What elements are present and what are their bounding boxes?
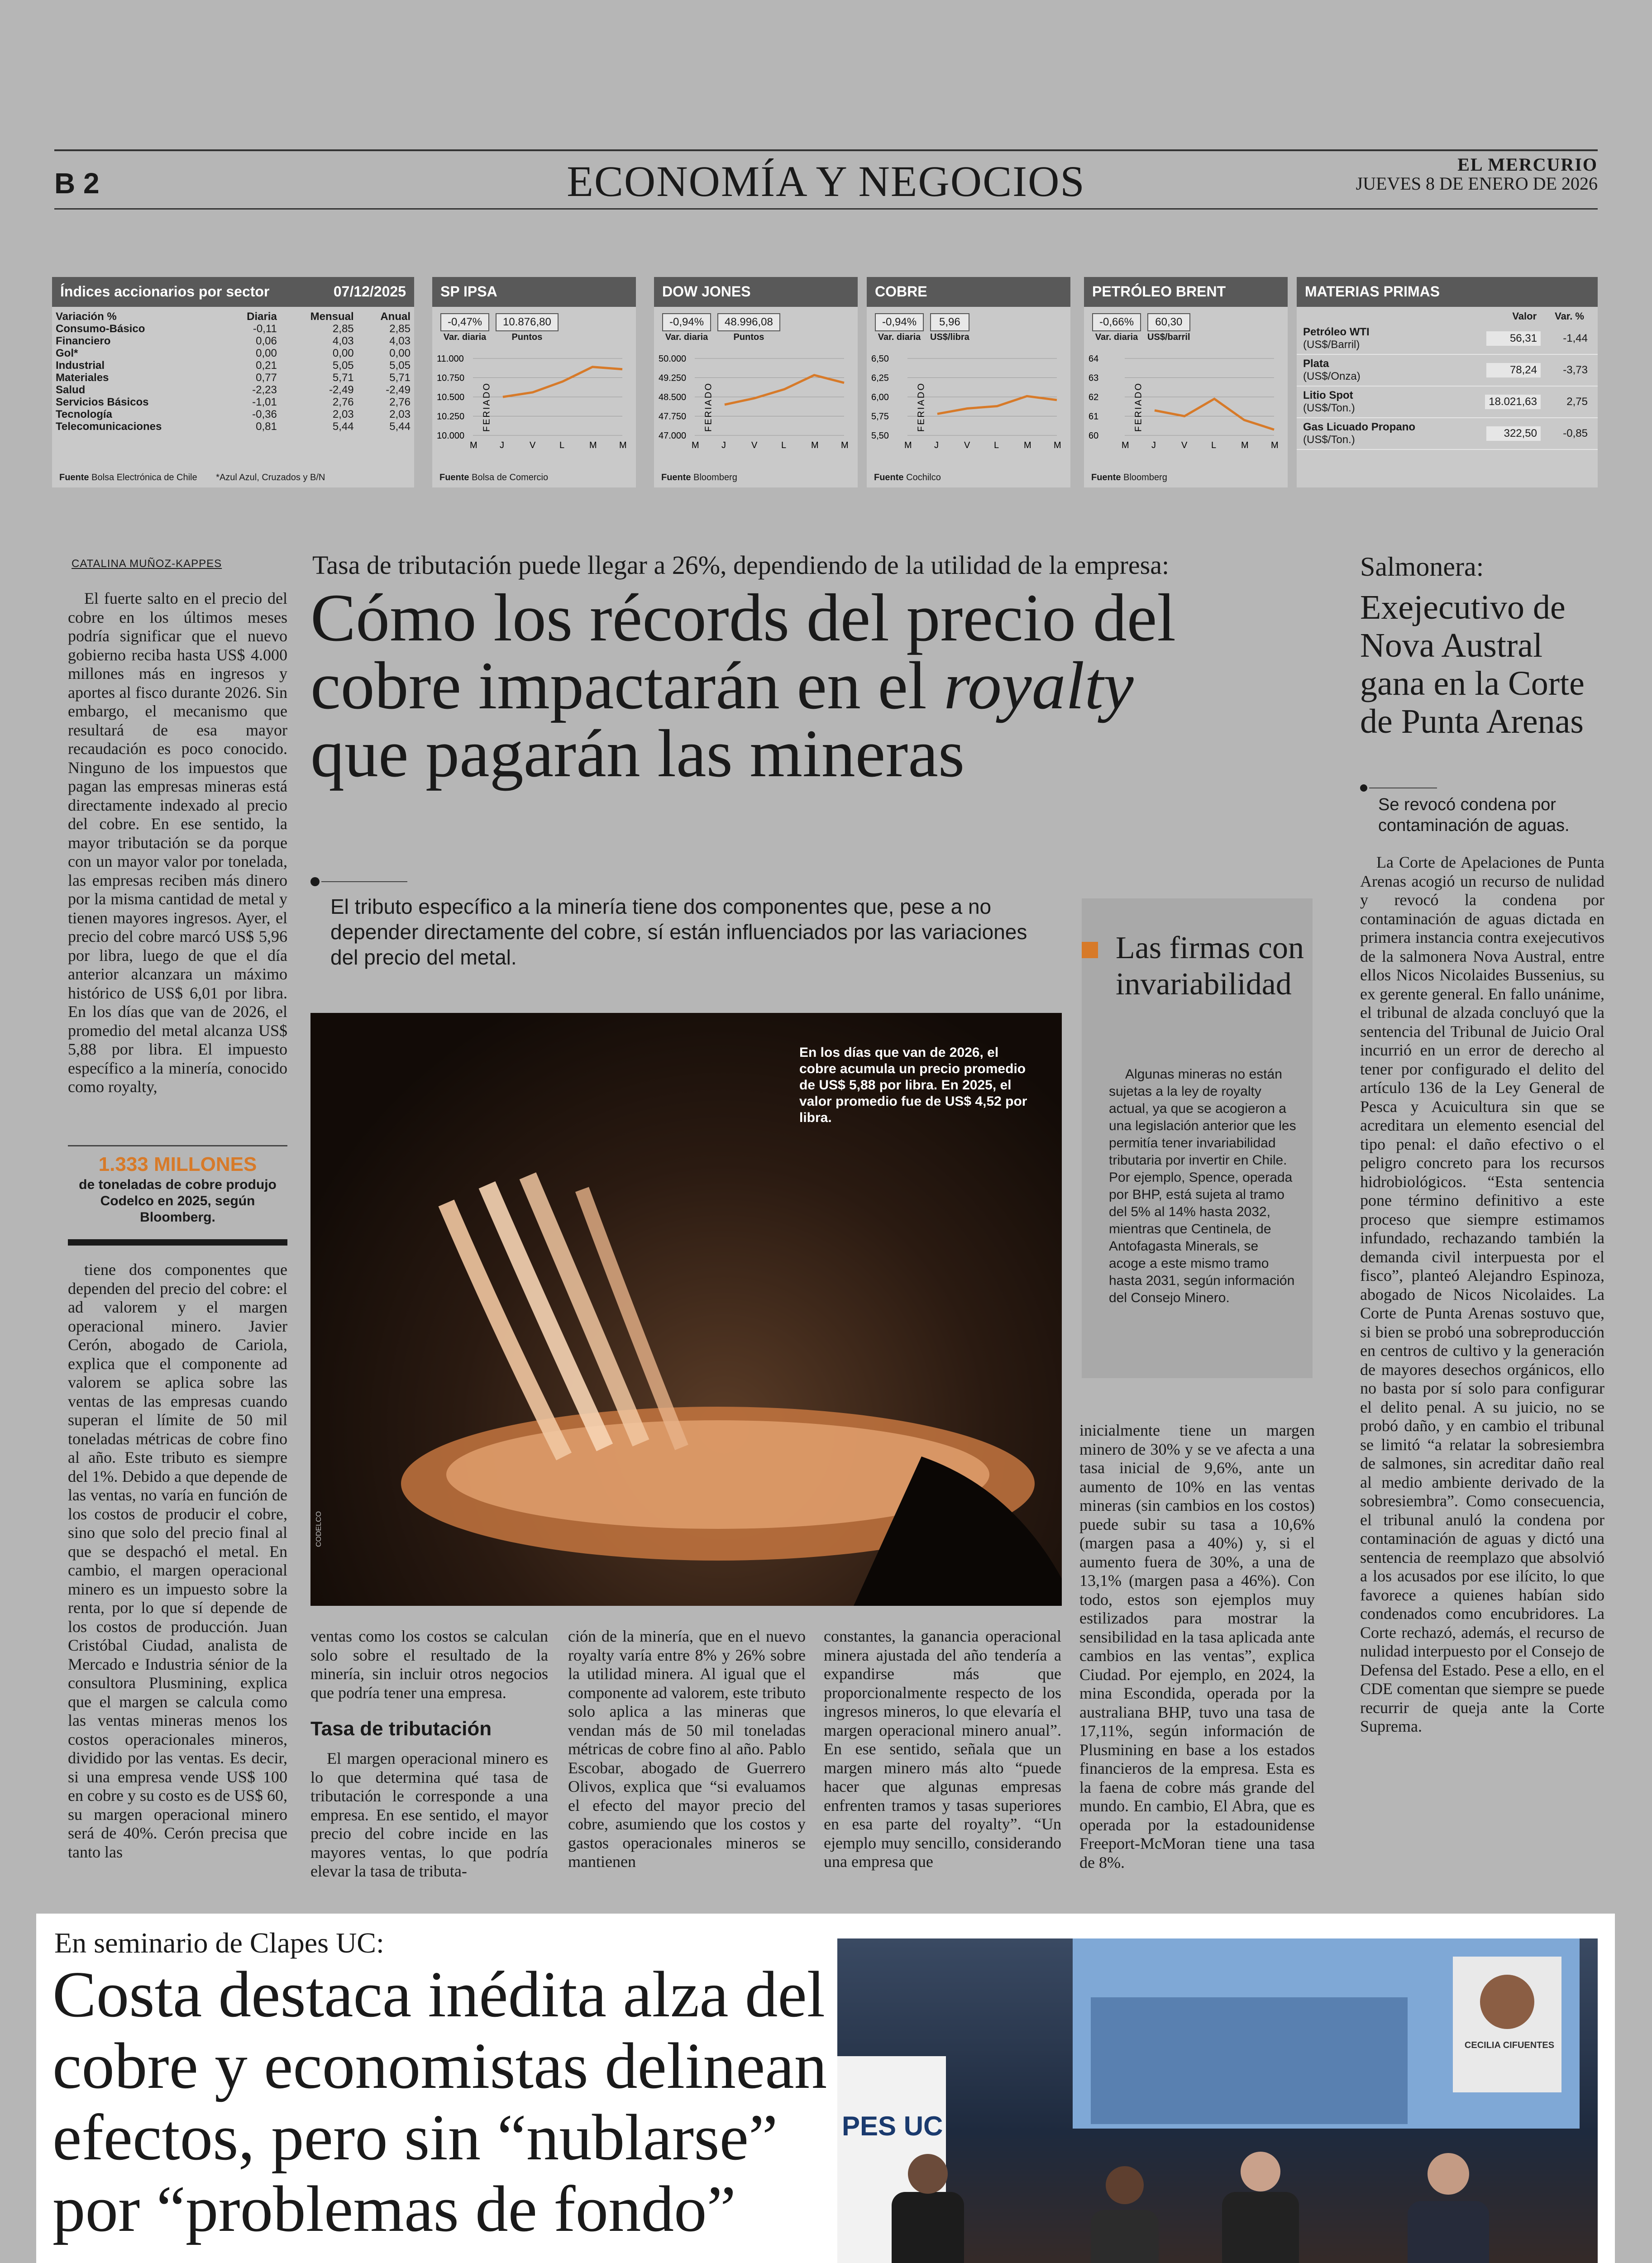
paragraph: inicialmente tiene un margen minero de 30% y se ve afecta a una tasa inicial de 9,6%, ante un aumento de 10% en las ventas mineras (sin cambios en los costos) puede subir su tasa a 10,6% (margen pasa a 40%) y, si el aumento fuera de 30%, a una de 13,1% (margen pasa a 46%). Con todo, estos son ejemplos muy estilizados para mostrar la sensibilidad en la tasa aplicada ante cambios en las ventas”, explica Ciudad. Por ejemplo, en 2024, la mina Escondida, operada por la australiana BHP, tuvo una tasa de 17,11%, según información de Plusmining en base a los estados financieros de la empresa. Esta es la faena de cobre más grande del mundo. En cambio, El Abra, que es operada por la estadounidense Freeport-McMoran tiene una tasa de 8%. <box>1079 1421 1315 1872</box>
commodity-unit: (US$/Ton.) <box>1303 402 1355 414</box>
commodity-value: 18.021,63 <box>1485 395 1541 409</box>
indices-cell: Salud <box>56 384 86 396</box>
indices-cell: 5,71 <box>332 372 354 384</box>
indices-header-row <box>52 310 414 323</box>
indices-row <box>52 396 414 408</box>
x-tick-label: J <box>1151 440 1156 450</box>
indices-row <box>52 408 414 420</box>
y-tick-label: 64 <box>1089 354 1099 364</box>
indices-cell: 2,85 <box>389 323 411 335</box>
indices-row <box>52 372 414 384</box>
market-change: -0,47% <box>440 313 489 331</box>
commodity-name-block <box>1303 326 1370 351</box>
lead-kicker: Tasa de tributación puede llegar a 26%, dependiendo de la utilidad de la empresa: <box>312 550 1170 580</box>
seminar-headline: Costa destaca inédita alza del cobre y economistas delinean efectos, pero sin “nublarse” por “problemas de fondo” <box>53 1958 827 2245</box>
y-tick-label: 6,00 <box>871 392 889 402</box>
seminar-article <box>36 1914 1615 2263</box>
x-tick-label: M <box>589 440 597 450</box>
commodities-title: MATERIAS PRIMAS <box>1305 283 1440 300</box>
indices-cell: Gol* <box>56 347 78 359</box>
x-tick-label: V <box>964 440 970 450</box>
indices-cell: 0,21 <box>256 359 277 372</box>
source-name: Cochilco <box>906 473 941 482</box>
indices-cell: -2,49 <box>329 384 354 396</box>
market-panel <box>1084 277 1288 487</box>
indices-cell: 2,85 <box>332 323 354 335</box>
source-name: Bolsa Electrónica de Chile <box>91 473 197 482</box>
indices-cell: 0,00 <box>256 347 277 359</box>
commodity-name: Litio Spot <box>1303 389 1353 401</box>
source-label: Fuente <box>661 473 691 482</box>
sector-indices-panel <box>52 277 414 487</box>
indices-cell: 2,76 <box>389 396 411 408</box>
photo-caption: En los días que van de 2026, el cobre acumula un precio promedio de US$ 5,88 por libra. En 2025, el valor promedio fue de US$ 4,52 por libra. <box>799 1045 1027 1125</box>
lead-col1-top <box>68 589 287 1097</box>
value-label: Puntos <box>733 332 764 342</box>
market-chart <box>432 354 636 458</box>
indices-note: *Azul Azul, Cruzados y B/N <box>216 473 325 482</box>
box-text <box>1109 1066 1299 1307</box>
market-source <box>874 473 941 483</box>
lead-subhead: Tasa de tributación <box>310 1718 492 1740</box>
photo-credit: CODELCO <box>315 1511 323 1547</box>
source-label: Fuente <box>439 473 469 482</box>
indices-cell: -2,49 <box>386 384 411 396</box>
seminar-stage-illustration <box>837 1938 1598 2263</box>
indices-cell: 4,03 <box>332 335 354 347</box>
paragraph: El margen operacional minero es lo que determina qué tasa de tributación le corresponde a una empresa. En ese sentido, el mayor precio del cobre incide en las mayores ventas, lo que podría elevar la tasa de tributa- <box>310 1749 548 1880</box>
commodity-value: 78,24 <box>1486 363 1541 377</box>
indices-cell: 5,44 <box>389 420 411 433</box>
col-header: Var. % <box>1555 310 1584 322</box>
commodity-change: -0,85 <box>1563 427 1588 439</box>
stat-bar <box>68 1239 287 1246</box>
salmonera-headline: Exejecutivo de Nova Austral gana en la Corte de Punta Arenas <box>1360 588 1585 740</box>
commodity-name-block <box>1303 358 1361 383</box>
indices-row <box>52 335 414 347</box>
indices-cell: 2,03 <box>332 408 354 420</box>
market-chart <box>1084 354 1288 458</box>
x-tick-label: M <box>1024 440 1031 450</box>
value-label: US$/barril <box>1147 332 1190 342</box>
market-value: 10.876,80 <box>496 313 559 331</box>
indices-title: Índices accionarios por sector <box>60 283 270 300</box>
salmonera-dek: Se revocó condena por contaminación de aguas. <box>1378 795 1570 835</box>
screen-name: CECILIA CIFUENTES <box>1464 2040 1555 2050</box>
commodity-unit: (US$/Barril) <box>1303 339 1360 351</box>
indices-cell: 5,05 <box>389 359 411 372</box>
indices-cell: 0,81 <box>256 420 277 433</box>
y-tick-label: 10.750 <box>437 373 465 383</box>
indices-source <box>59 473 325 483</box>
dek-rule <box>321 881 407 882</box>
dek-bullet <box>310 877 320 886</box>
commodity-unit: (US$/Ton.) <box>1303 434 1355 446</box>
headline-line: cobre impactarán en el <box>310 648 944 723</box>
col-header: Anual <box>380 310 411 323</box>
indices-cell: Consumo-Básico <box>56 323 145 335</box>
source-name: Bolsa de Comercio <box>472 473 549 482</box>
market-source <box>1091 473 1167 483</box>
value-label: US$/libra <box>930 332 969 342</box>
lead-col5 <box>1079 1421 1315 1872</box>
col-header: Variación % <box>56 310 117 323</box>
market-value: 48.996,08 <box>717 313 780 331</box>
commodity-row <box>1297 418 1598 450</box>
x-tick-label: M <box>841 440 849 450</box>
market-title: PETRÓLEO BRENT <box>1092 283 1226 300</box>
indices-cell: 5,71 <box>389 372 411 384</box>
commodity-name-block <box>1303 389 1355 415</box>
y-tick-label: 60 <box>1089 431 1099 441</box>
x-tick-label: M <box>1054 440 1061 450</box>
y-tick-label: 11.000 <box>437 354 464 364</box>
y-tick-label: 6,50 <box>871 354 889 364</box>
x-tick-label: L <box>559 440 565 450</box>
panel-photo <box>837 1938 1598 2263</box>
paragraph: Algunas mineras no están sujetas a la ley de royalty actual, ya que se acogieron a una legislación anterior que les permitía tener invariabilidad tributaria por invertir en Chile. Por ejemplo, Spence, operada por BHP, está sujeta al tramo del 5% al 14% hasta 2032, mientras que Centinela, de Antofagasta Minerals, se acoge a este mismo tramo hasta 2031, según información del Consejo Minero. <box>1109 1067 1296 1305</box>
x-tick-label: L <box>781 440 787 450</box>
indices-cell: -1,01 <box>252 396 277 408</box>
market-panel <box>432 277 636 487</box>
market-change: -0,94% <box>875 313 924 331</box>
source-label: Fuente <box>1091 473 1121 482</box>
col-header: Valor <box>1512 310 1537 322</box>
indices-row <box>52 323 414 335</box>
market-title: COBRE <box>875 283 927 300</box>
indices-cell: Industrial <box>56 359 105 372</box>
lead-col4 <box>824 1627 1061 1872</box>
market-panel <box>867 277 1070 487</box>
holiday-label: FERIADO <box>916 382 926 432</box>
series-line <box>725 375 844 405</box>
y-tick-label: 62 <box>1089 392 1099 402</box>
section-title: ECONOMÍA Y NEGOCIOS <box>567 157 1085 205</box>
header-rule-bottom <box>54 208 1598 210</box>
lead-headline <box>310 580 1320 791</box>
indices-cell: -0,36 <box>252 408 277 420</box>
salmonera-body <box>1360 853 1604 1736</box>
indices-cell: 4,03 <box>389 335 411 347</box>
y-tick-label: 47.000 <box>659 431 687 441</box>
paragraph: ventas como los costos se calculan solo sobre el resultado de la minería, sin incluir otros negocios que podría tener una empresa. <box>310 1627 548 1702</box>
x-tick-label: L <box>1211 440 1217 450</box>
x-tick-label: V <box>1181 440 1188 450</box>
commodity-row <box>1297 355 1598 387</box>
lead-dek: El tributo específico a la minería tiene dos componentes que, pese a no depender directamente del cobre, sí están influenciados por las variaciones del precio del metal. <box>330 895 1027 969</box>
market-title: SP IPSA <box>440 283 497 300</box>
seminar-kicker: En seminario de Clapes UC: <box>54 1927 384 1959</box>
lead-byline: CATALINA MUÑOZ-KAPPES <box>72 558 222 570</box>
market-chart <box>867 354 1070 458</box>
indices-cell: -2,23 <box>252 384 277 396</box>
y-tick-label: 10.500 <box>437 392 465 402</box>
y-tick-label: 5,75 <box>871 411 889 422</box>
headline-line: que pagarán las mineras <box>310 716 965 791</box>
commodity-value: 322,50 <box>1486 426 1541 441</box>
y-tick-label: 5,50 <box>871 431 889 441</box>
page-number: B 2 <box>54 167 100 200</box>
indices-cell: 2,03 <box>389 408 411 420</box>
indices-table <box>52 310 414 433</box>
x-tick-label: V <box>530 440 536 450</box>
market-value: 5,96 <box>930 313 969 331</box>
commodity-value: 56,31 <box>1486 331 1541 346</box>
salmonera-bullet <box>1360 784 1367 792</box>
value-label: Puntos <box>511 332 543 342</box>
series-line <box>937 396 1057 414</box>
lead-col1-bottom <box>68 1260 287 1862</box>
x-tick-label: M <box>619 440 627 450</box>
masthead <box>1356 155 1598 193</box>
x-tick-label: M <box>1241 440 1249 450</box>
indices-cell: 0,06 <box>256 335 277 347</box>
y-tick-label: 10.250 <box>437 411 465 422</box>
market-value: 60,30 <box>1147 313 1190 331</box>
y-tick-label: 63 <box>1089 373 1099 383</box>
x-tick-label: L <box>994 440 999 450</box>
indices-date: 07/12/2025 <box>333 283 406 300</box>
paragraph: El fuerte salto en el precio del cobre en los últimos meses podría significar que el nuevo gobierno reciba hasta US$ 4.000 millones más en ingresos y aportes al fisco durante 2026. Sin embargo, el mecanismo que resultará de esa mayor recaudación es poco conocido. Ninguno de los impuestos que pagan las empresas mineras está directamente indexado al precio del cobre. En ese sentido, la mayor tributación se da porque con un mayor valor por tonelada, las empresas reciben más dinero por la misma cantidad de metal y tienen mayores ingresos. Ayer, el precio del cobre marcó US$ 5,96 por libra, luego de que el día anterior alcanzara un máximo histórico de US$ 6,01 por libra. En los días que van de 2026, el promedio del metal alcanza US$ 5,88 por libra. El impuesto específico a la minería, conocido como royalty, <box>68 589 287 1096</box>
market-chart <box>654 354 858 458</box>
copper-pour-photo <box>310 1013 1062 1606</box>
indices-cell: Materiales <box>56 372 109 384</box>
stat-rule <box>68 1145 287 1146</box>
box-marker <box>1082 942 1098 958</box>
commodity-name: Plata <box>1303 358 1329 370</box>
holiday-label: FERIADO <box>1133 382 1144 432</box>
y-tick-label: 48.500 <box>659 392 687 402</box>
source-label: Fuente <box>59 473 89 482</box>
commodity-name-block <box>1303 421 1415 446</box>
headline-italic: royalty <box>944 648 1134 723</box>
y-tick-label: 47.750 <box>659 411 687 422</box>
commodity-change: -3,73 <box>1563 364 1588 376</box>
source-name: Bloomberg <box>693 473 737 482</box>
indices-cell: 0,77 <box>256 372 277 384</box>
indices-cell: 5,44 <box>332 420 354 433</box>
holiday-label: FERIADO <box>703 382 714 432</box>
commodity-change: 2,75 <box>1566 396 1588 408</box>
holiday-label: FERIADO <box>482 382 492 432</box>
indices-cell: Servicios Básicos <box>56 396 149 408</box>
commodity-unit: (US$/Onza) <box>1303 370 1361 382</box>
indices-cell: 5,05 <box>332 359 354 372</box>
indices-cell: 0,00 <box>389 347 411 359</box>
indices-cell: 0,00 <box>332 347 354 359</box>
x-tick-label: J <box>500 440 504 450</box>
x-tick-label: M <box>904 440 912 450</box>
issue-date: JUEVES 8 DE ENERO DE 2026 <box>1356 173 1598 194</box>
col-header: Mensual <box>310 310 354 323</box>
series-line <box>1155 399 1274 430</box>
market-title: DOW JONES <box>662 283 751 300</box>
x-tick-label: M <box>1271 440 1279 450</box>
market-source <box>661 473 737 483</box>
x-tick-label: J <box>934 440 939 450</box>
commodity-row <box>1297 387 1598 418</box>
market-source <box>439 473 548 483</box>
x-tick-label: V <box>751 440 758 450</box>
header-rule-top <box>54 149 1598 151</box>
indices-cell: -0,11 <box>253 323 277 335</box>
y-tick-label: 10.000 <box>437 431 465 441</box>
col-header: Diaria <box>247 310 277 323</box>
box-title: Las firmas con invariabilidad <box>1116 931 1304 1002</box>
source-name: Bloomberg <box>1123 473 1167 482</box>
commodities-panel <box>1297 277 1598 487</box>
indices-row <box>52 359 414 372</box>
indices-row <box>52 420 414 433</box>
commodities-header <box>1297 307 1598 323</box>
x-tick-label: M <box>811 440 819 450</box>
lead-col3 <box>568 1627 806 1872</box>
indices-cell: Financiero <box>56 335 111 347</box>
banner-text: PES UC <box>842 2111 943 2141</box>
x-tick-label: M <box>470 440 477 450</box>
paragraph: La Corte de Apelaciones de Punta Arenas acogió un recurso de nulidad y revocó la condena por contaminación de aguas dictada en primera instancia contra exejecutivos de la salmonera Nova Austral, entre ellos Nicos Nicolaides Bussenius, su ex gerente general. En fallo unánime, el tribunal de alzada concluyó que la sentencia del Tribunal de Juicio Oral incurrió en un error de derecho al tener por configurado el delito del artículo 136 de la Ley General de Pesca y Acuicultura sin que se acreditara un elemento esencial del tipo penal: el daño efectivo o el peligro concreto para los recursos hidrobiológicos. “Esta sentencia pone término definitivo a este proceso que siempre estimamos infundado, rechazando también la demanda civil interpuesta por el fisco”, planteó Alejandro Espinoza, abogado de Nicos Nicolaides. La Corte de Punta Arenas sostuvo que, si bien se probó una sobreproducción en centros de cultivo y la generación de mayores desechos orgánicos, ello no basta por sí solo para configurar el delito penal. A su juicio, no se probó daño, y en cambio el tribunal se limitó “a relatar la sobresiembra de salmones, sin acreditar daño real al medio ambiente derivado de la sobresiembra”. Como consecuencia, el tribunal anuló la condena por contaminación de aguas y dictó una sentencia de reemplazo que absolvió a los acusados por ese ilícito, lo que favorece a quienes habían sido condenados como encubridores. La Corte rechazó, además, el recurso de nulidad interpuesto por el Consejo de Defensa del Estado. Pese a ello, en el CDE comentan que siempre se puede recurrir de queja ante la Corte Suprema. <box>1360 853 1604 1735</box>
y-tick-label: 6,25 <box>871 373 889 383</box>
source-label: Fuente <box>874 473 904 482</box>
y-tick-label: 61 <box>1089 411 1099 422</box>
commodity-name: Petróleo WTI <box>1303 326 1370 338</box>
change-label: Var. diaria <box>1095 332 1138 342</box>
indices-cell: Telecomunicaciones <box>56 420 162 433</box>
headline-line: Cómo los récords del precio del <box>310 580 1176 655</box>
x-tick-label: M <box>692 440 699 450</box>
y-tick-label: 49.250 <box>659 373 687 383</box>
invariability-box <box>1082 898 1313 1378</box>
change-label: Var. diaria <box>443 332 487 342</box>
paragraph: constantes, la ganancia operacional minera ajustada del año tendería a expandirse más que proporcionalmente respecto de los ingresos mineros, lo que elevaría el margen operacional minero anual”. En ese sentido, señala que un margen minero más alto “puede hacer que algunas empresas enfrenten tramos y tasas superiores en esa parte del royalty”. “Un ejemplo muy sencillo, considerando una empresa que <box>824 1627 1061 1871</box>
salmonera-kicker: Salmonera: <box>1360 552 1484 582</box>
series-line <box>503 367 622 397</box>
paragraph: ción de la minería, que en el nuevo royalty varía entre 8% y 26% sobre la utilidad minera. Al igual que el componente ad valorem, este tributo solo aplica a las mineras que vendan más de 50 mil toneladas métricas de cobre fino al año. Pablo Escobar, abogado de Guerrero Olivos, explica que “si evaluamos el efecto del mayor precio del cobre, asumiendo que los costos y gastos operacionales mineros se mantienen <box>568 1627 806 1871</box>
indices-row <box>52 384 414 396</box>
x-tick-label: M <box>1122 440 1129 450</box>
commodity-change: -1,44 <box>1563 332 1588 344</box>
indices-cell: Tecnología <box>56 408 112 420</box>
change-label: Var. diaria <box>665 332 708 342</box>
lead-col2 <box>310 1627 548 1881</box>
commodity-name: Gas Licuado Propano <box>1303 421 1416 433</box>
indices-cell: 2,76 <box>332 396 354 408</box>
x-tick-label: J <box>721 440 726 450</box>
market-panel <box>654 277 858 487</box>
stat-number: 1.333 MILLONES <box>98 1153 257 1175</box>
market-change: -0,94% <box>662 313 711 331</box>
commodity-row <box>1297 323 1598 355</box>
stat-text: de toneladas de cobre produjo Codelco en 2025, según Bloomberg. <box>79 1177 277 1225</box>
market-change: -0,66% <box>1092 313 1141 331</box>
paper-name: EL MERCURIO <box>1457 154 1598 175</box>
indices-row <box>52 347 414 359</box>
change-label: Var. diaria <box>878 332 921 342</box>
y-tick-label: 50.000 <box>659 354 687 364</box>
paragraph: tiene dos componentes que dependen del precio del cobre: el ad valorem y el margen operacional minero. Javier Cerón, abogado de Cariola, explica que el componente ad valorem se aplica sobre las ventas de las empresas cuando superan el límite de 50 mil toneladas métricas de cobre fino al año. Este tributo es siempre del 1%. Debido a que depende de las ventas, no varía en función de los costos de producir el cobre, sino que solo del precio final al que se despachó el metal. En cambio, el margen operacional minero es un impuesto sobre la renta, por lo que sí depende de los costos de producción. Juan Cristóbal Ciudad, analista de Mercado e Industria sénior de la consultora Plusmining, explica que el margen se calcula como las ventas mineras menos los costos operacionales mineros, dividido por las ventas. Es decir, si una empresa vende US$ 100 en cobre y su costo es de US$ 60, su margen operacional minero será de 40%. Cerón precisa que tanto las <box>68 1260 287 1861</box>
